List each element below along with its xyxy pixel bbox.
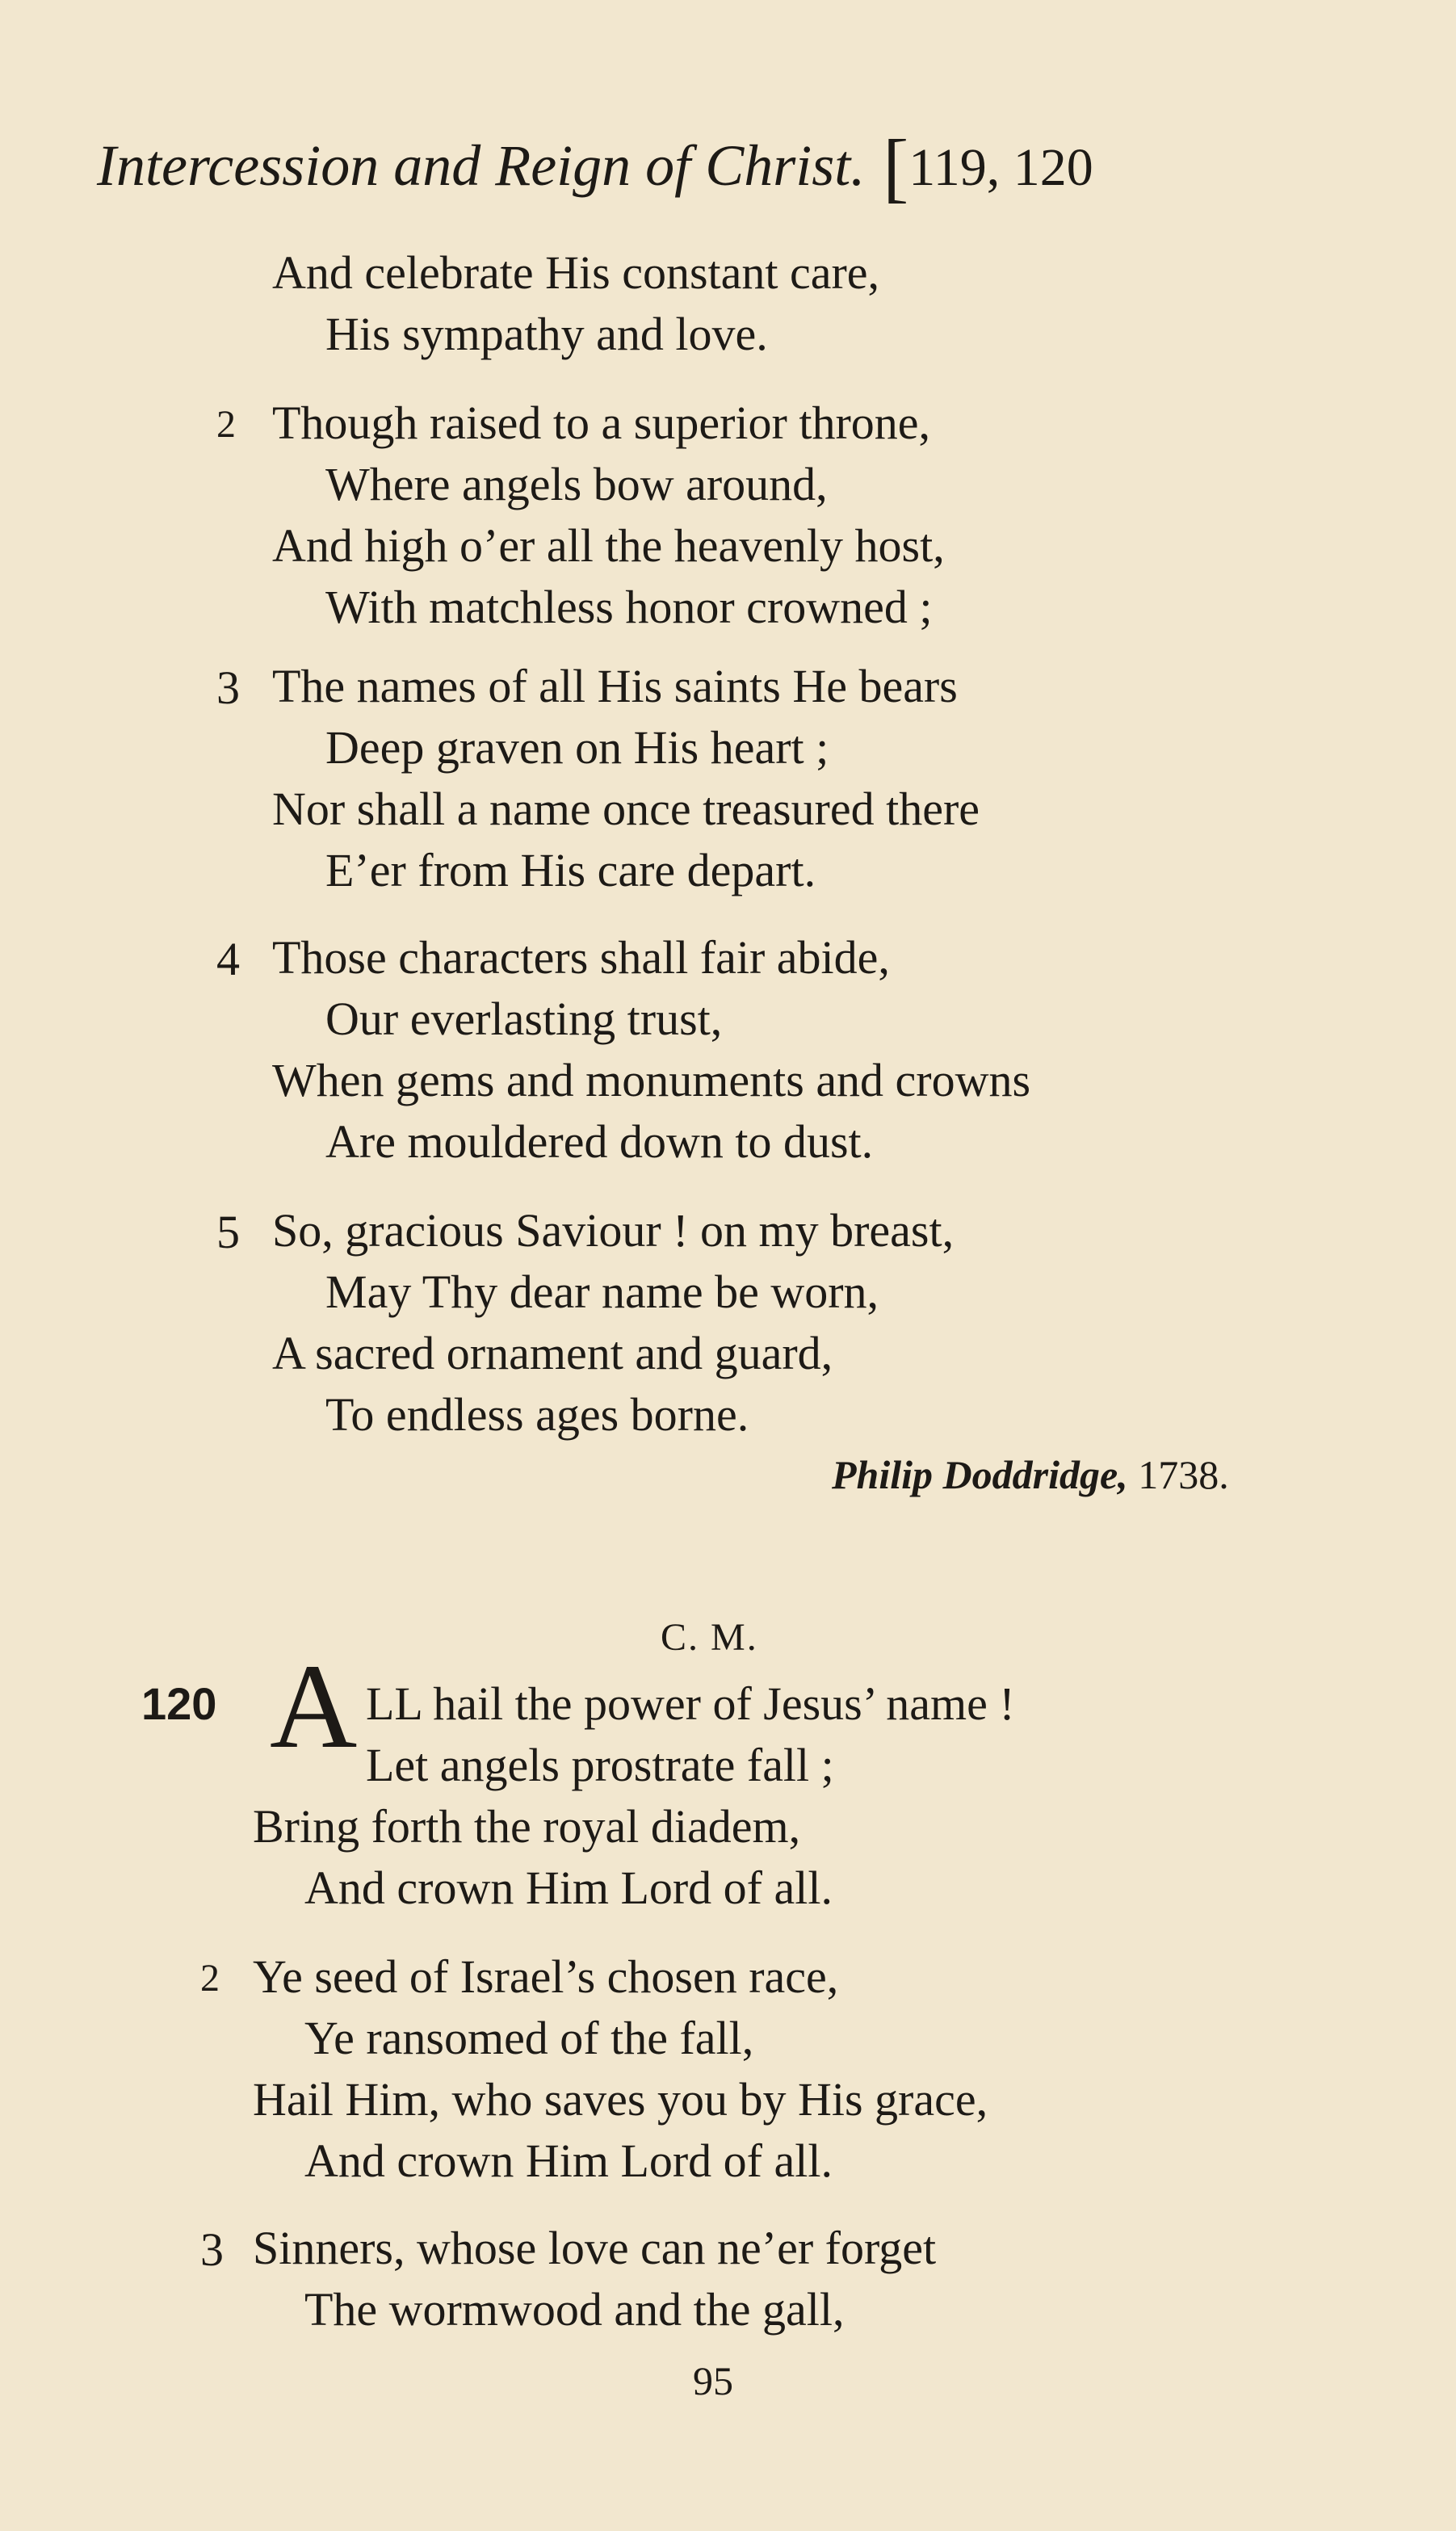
verse-line: May Thy dear name be worn, <box>325 1266 879 1318</box>
verse-line: Are mouldered down to dust. <box>325 1115 874 1168</box>
stanza-number: 4 <box>216 933 240 985</box>
stanza-number: 3 <box>200 2223 224 2276</box>
stanza-number: 3 <box>216 661 240 714</box>
stanza-number: 2 <box>216 403 236 446</box>
verse-line: And crown Him Lord of all. <box>304 1862 833 1914</box>
running-head <box>97 124 1093 210</box>
verse-line: Where angels bow around, <box>325 458 828 510</box>
verse-line: The wormwood and the gall, <box>304 2283 845 2336</box>
verse-line: A sacred ornament and guard, <box>272 1327 833 1379</box>
verse-line: Deep graven on His heart ; <box>325 721 829 774</box>
verse-line: Those characters shall fair abide, <box>272 931 890 984</box>
verse-line: Let angels prostrate fall ; <box>366 1739 834 1791</box>
verse-line: So, gracious Saviour ! on my breast, <box>272 1204 955 1257</box>
verse-line: Hail Him, who saves you by His grace, <box>253 2073 988 2126</box>
attribution-year: 1738. <box>1138 1452 1229 1497</box>
page-number: 95 <box>693 2358 733 2403</box>
verse-line: His sympathy and love. <box>325 308 768 360</box>
drop-cap: A <box>270 1639 358 1773</box>
verse-line: The names of all His saints He bears <box>272 660 958 712</box>
verse-line: When gems and monuments and crowns <box>272 1054 1031 1106</box>
verse-line: Ye ransomed of the fall, <box>304 2012 754 2064</box>
verse-line: And high o’er all the heavenly host, <box>272 519 945 572</box>
stanza-number: 2 <box>200 1957 220 2000</box>
stanza-number: 5 <box>216 1206 240 1258</box>
attribution-author: Philip Doddridge, <box>832 1452 1128 1497</box>
verse-line: Though raised to a superior throne, <box>272 397 931 449</box>
verse-line: Nor shall a name once treasured there <box>272 783 980 835</box>
running-head-bracket: [ <box>883 124 909 210</box>
verse-line: And celebrate His constant care, <box>272 246 880 299</box>
verse-line: Bring forth the royal diadem, <box>253 1800 801 1853</box>
verse-line: LL hail the power of Jesus’ name ! <box>366 1677 1015 1730</box>
hymn-attribution <box>832 1450 1229 1499</box>
verse-line: With matchless honor crowned ; <box>325 581 933 633</box>
verse-line: To endless ages borne. <box>325 1388 749 1441</box>
verse-line: Sinners, whose love can ne’er forget <box>253 2222 937 2274</box>
hymn-number: 120 <box>141 1678 217 1729</box>
verse-line: Ye seed of Israel’s chosen race, <box>253 1950 839 2003</box>
meter-label: C. M. <box>661 1616 758 1659</box>
running-head-hymn-numbers: 119, 120 <box>908 138 1093 197</box>
verse-line: E’er from His care depart. <box>325 844 816 896</box>
running-head-title: Intercession and Reign of Christ. <box>97 133 866 198</box>
verse-line: Our everlasting trust, <box>325 993 723 1045</box>
verse-line: And crown Him Lord of all. <box>304 2134 833 2187</box>
